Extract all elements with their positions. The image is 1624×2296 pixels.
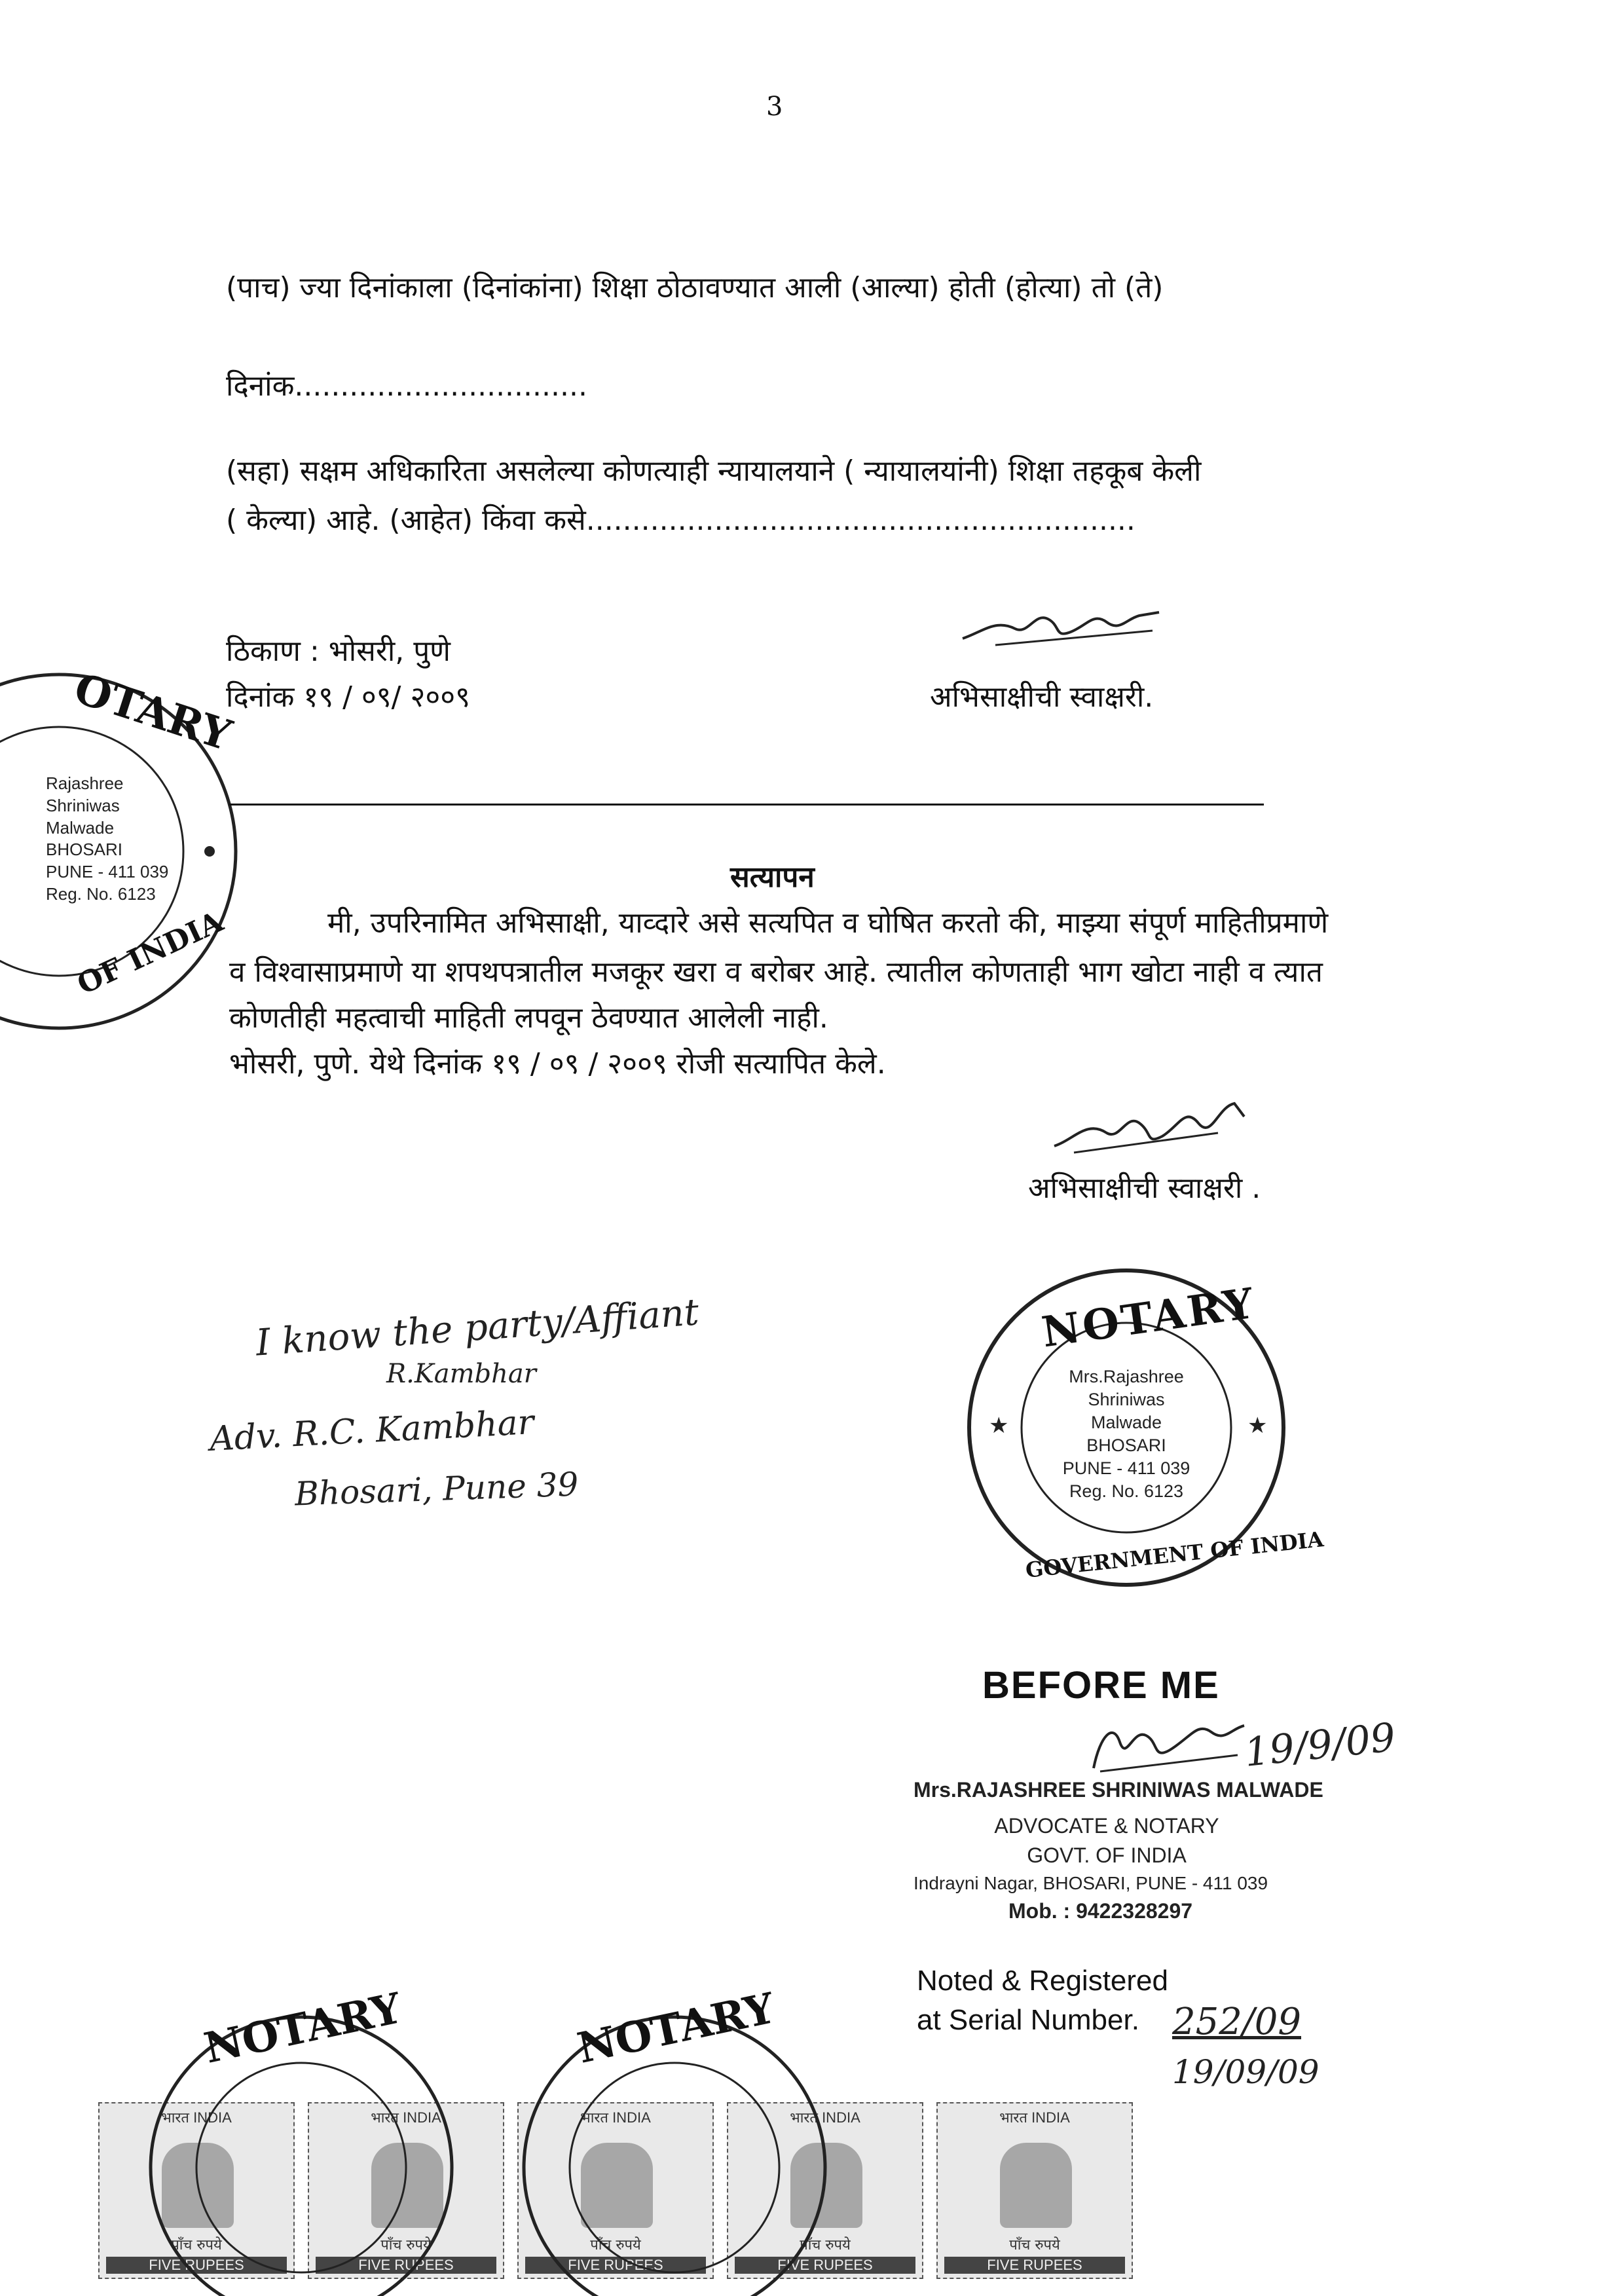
affiant-signature-label-1: अभिसाक्षीची स्वाक्षरी. [930,680,1154,714]
left-seal-line: BHOSARI [46,840,123,860]
affiant-signature-label-2: अभिसाक्षीची स्वाक्षरी . [1028,1172,1261,1205]
handwritten-note-line-4: Bhosari, Pune 39 [294,1465,580,1513]
item-six-line-2: ( केल्या) आहे. (आहेत) किंवा कसे............................................................ [226,504,1135,537]
affiant-signature-2 [1048,1087,1257,1166]
handwritten-note-line-2: R.Kambhar [386,1359,536,1389]
notary-title: ADVOCATE & NOTARY [994,1814,1219,1838]
revenue-stamp [936,2102,1133,2279]
affiant-signature-1 [956,593,1166,658]
notary-govt: GOVT. OF INDIA [1027,1843,1187,1867]
verification-heading: सत्यापन [730,861,815,894]
handwritten-note-line-3: Adv. R.C. Kambhar [208,1403,535,1459]
svg-text:★: ★ [1247,1413,1268,1439]
verification-line-1: मी, उपरिनामित अभिसाक्षी, याव्दारे असे सत्यपित व घोषित करतो की, माझ्या संपूर्ण माहितीप्रमाणे [327,906,1329,940]
notary-seal-reg: Reg. No. 6123 [1069,1481,1184,1502]
notary-mobile: Mob. : 9422328297 [1008,1899,1193,1923]
revenue-stamp-value-hindi: पाँच रुपये [590,2237,641,2253]
left-seal-line: Shriniwas [46,795,120,815]
place-text: ठिकाण : भोसरी, पुणे [226,635,451,668]
item-six-line-1: (सहा) सक्षम अधिकारिता असलेल्या कोणत्याही न्यायालयाने ( न्यायालयांनी) शिक्षा तहकूब केली [226,454,1202,488]
notary-seal-arc-bottom: GOVERNMENT OF INDIA [1024,1527,1325,1583]
place-date-text: दिनांक १९ / ०९/ २००९ [226,680,471,714]
notary-handwritten-date: 19/9/09 [1242,1714,1398,1776]
revenue-stamp-value: FIVE RUPEES [735,2257,915,2274]
left-seal-line: Malwade [46,817,115,838]
before-me-heading: BEFORE ME [982,1664,1220,1707]
notary-signature [1080,1709,1251,1781]
verification-line-3: कोणतीही महत्वाची माहिती लपवून ठेवण्यात आलेली नाही. [229,1001,828,1035]
notary-seal-place: BHOSARI [1086,1435,1166,1456]
notary-seal-center [1028,1365,1225,1504]
revenue-stamp-value: FIVE RUPEES [525,2257,706,2274]
registration-serial: 252/09 [1172,2001,1302,2043]
revenue-stamp-value-hindi: पाँच रुपये [1009,2237,1060,2253]
notary-seal-arc-top: NOTARY [1039,1278,1259,1358]
revenue-stamp-value: FIVE RUPEES [944,2257,1125,2274]
notary-seal-name-2: Shriniwas [1088,1390,1165,1410]
stamp-overlay-arc-2: NOTARY [573,1984,779,2073]
notary-address: Indrayni Nagar, BHOSARI, PUNE - 411 039 [913,1873,1268,1893]
revenue-stamp-value: FIVE RUPEES [106,2257,287,2274]
stamp-overlay-arc-1: NOTARY [200,1984,406,2073]
handwritten-note-line-1: I know the party/Affiant [254,1291,701,1365]
revenue-stamp-country: भारत INDIA [580,2109,651,2126]
left-seal-line: Reg. No. 6123 [46,883,156,904]
revenue-stamp-country: भारत INDIA [999,2109,1070,2126]
registration-line-2: at Serial Number. [917,2004,1139,2036]
left-seal-lines [46,773,177,906]
revenue-stamp-value: FIVE RUPEES [316,2257,496,2274]
notary-seal-name-1: Mrs.Rajashree [1069,1367,1184,1386]
notary-seal-pin: PUNE - 411 039 [1062,1458,1190,1479]
item-five-text: (पाच) ज्या दिनांकाला (दिनांकांना) शिक्षा ठोठावण्यात आली (आल्या) होती (होत्या) तो (ते) [226,271,1164,305]
revenue-stamp-country: भारत INDIA [790,2109,860,2126]
notary-seal-name-3: Malwade [1090,1413,1162,1433]
left-seal-line: Rajashree [46,773,124,793]
revenue-stamp-value-hindi: पाँच रुपये [380,2237,432,2253]
notary-name: Mrs.RAJASHREE SHRINIWAS MALWADE [913,1778,1323,1802]
revenue-stamp-value-hindi: पाँच रुपये [800,2237,851,2253]
registration-line-1: Noted & Registered [917,1965,1168,1997]
revenue-stamp-country: भारत INDIA [161,2109,232,2126]
section-divider [229,804,1264,805]
registration-date: 19/09/09 [1172,2053,1320,2091]
left-seal-arc-bottom: OF INDIA [72,904,229,1002]
page-number: 3 [766,92,783,122]
left-seal-line: PUNE - 411 039 [46,862,169,882]
revenue-stamp-value-hindi: पाँच रुपये [171,2237,222,2253]
emblem-icon [1000,2143,1072,2228]
verification-line-2: व विश्वासाप्रमाणे या शपथपत्रातील मजकूर खरा व बरोबर आहे. त्यातील कोणताही भाग खोटा नाही व त्यात [229,955,1323,989]
revenue-stamp-country: भारत INDIA [371,2109,441,2126]
verification-line-4: भोसरी, पुणे. येथे दिनांक १९ / ०९ / २००९ रोजी सत्यापित केले. [229,1047,886,1081]
left-seal-arc-text: OTARY [68,663,237,761]
date-line: दिनांक................................ [226,369,587,403]
svg-text:★: ★ [989,1413,1009,1439]
